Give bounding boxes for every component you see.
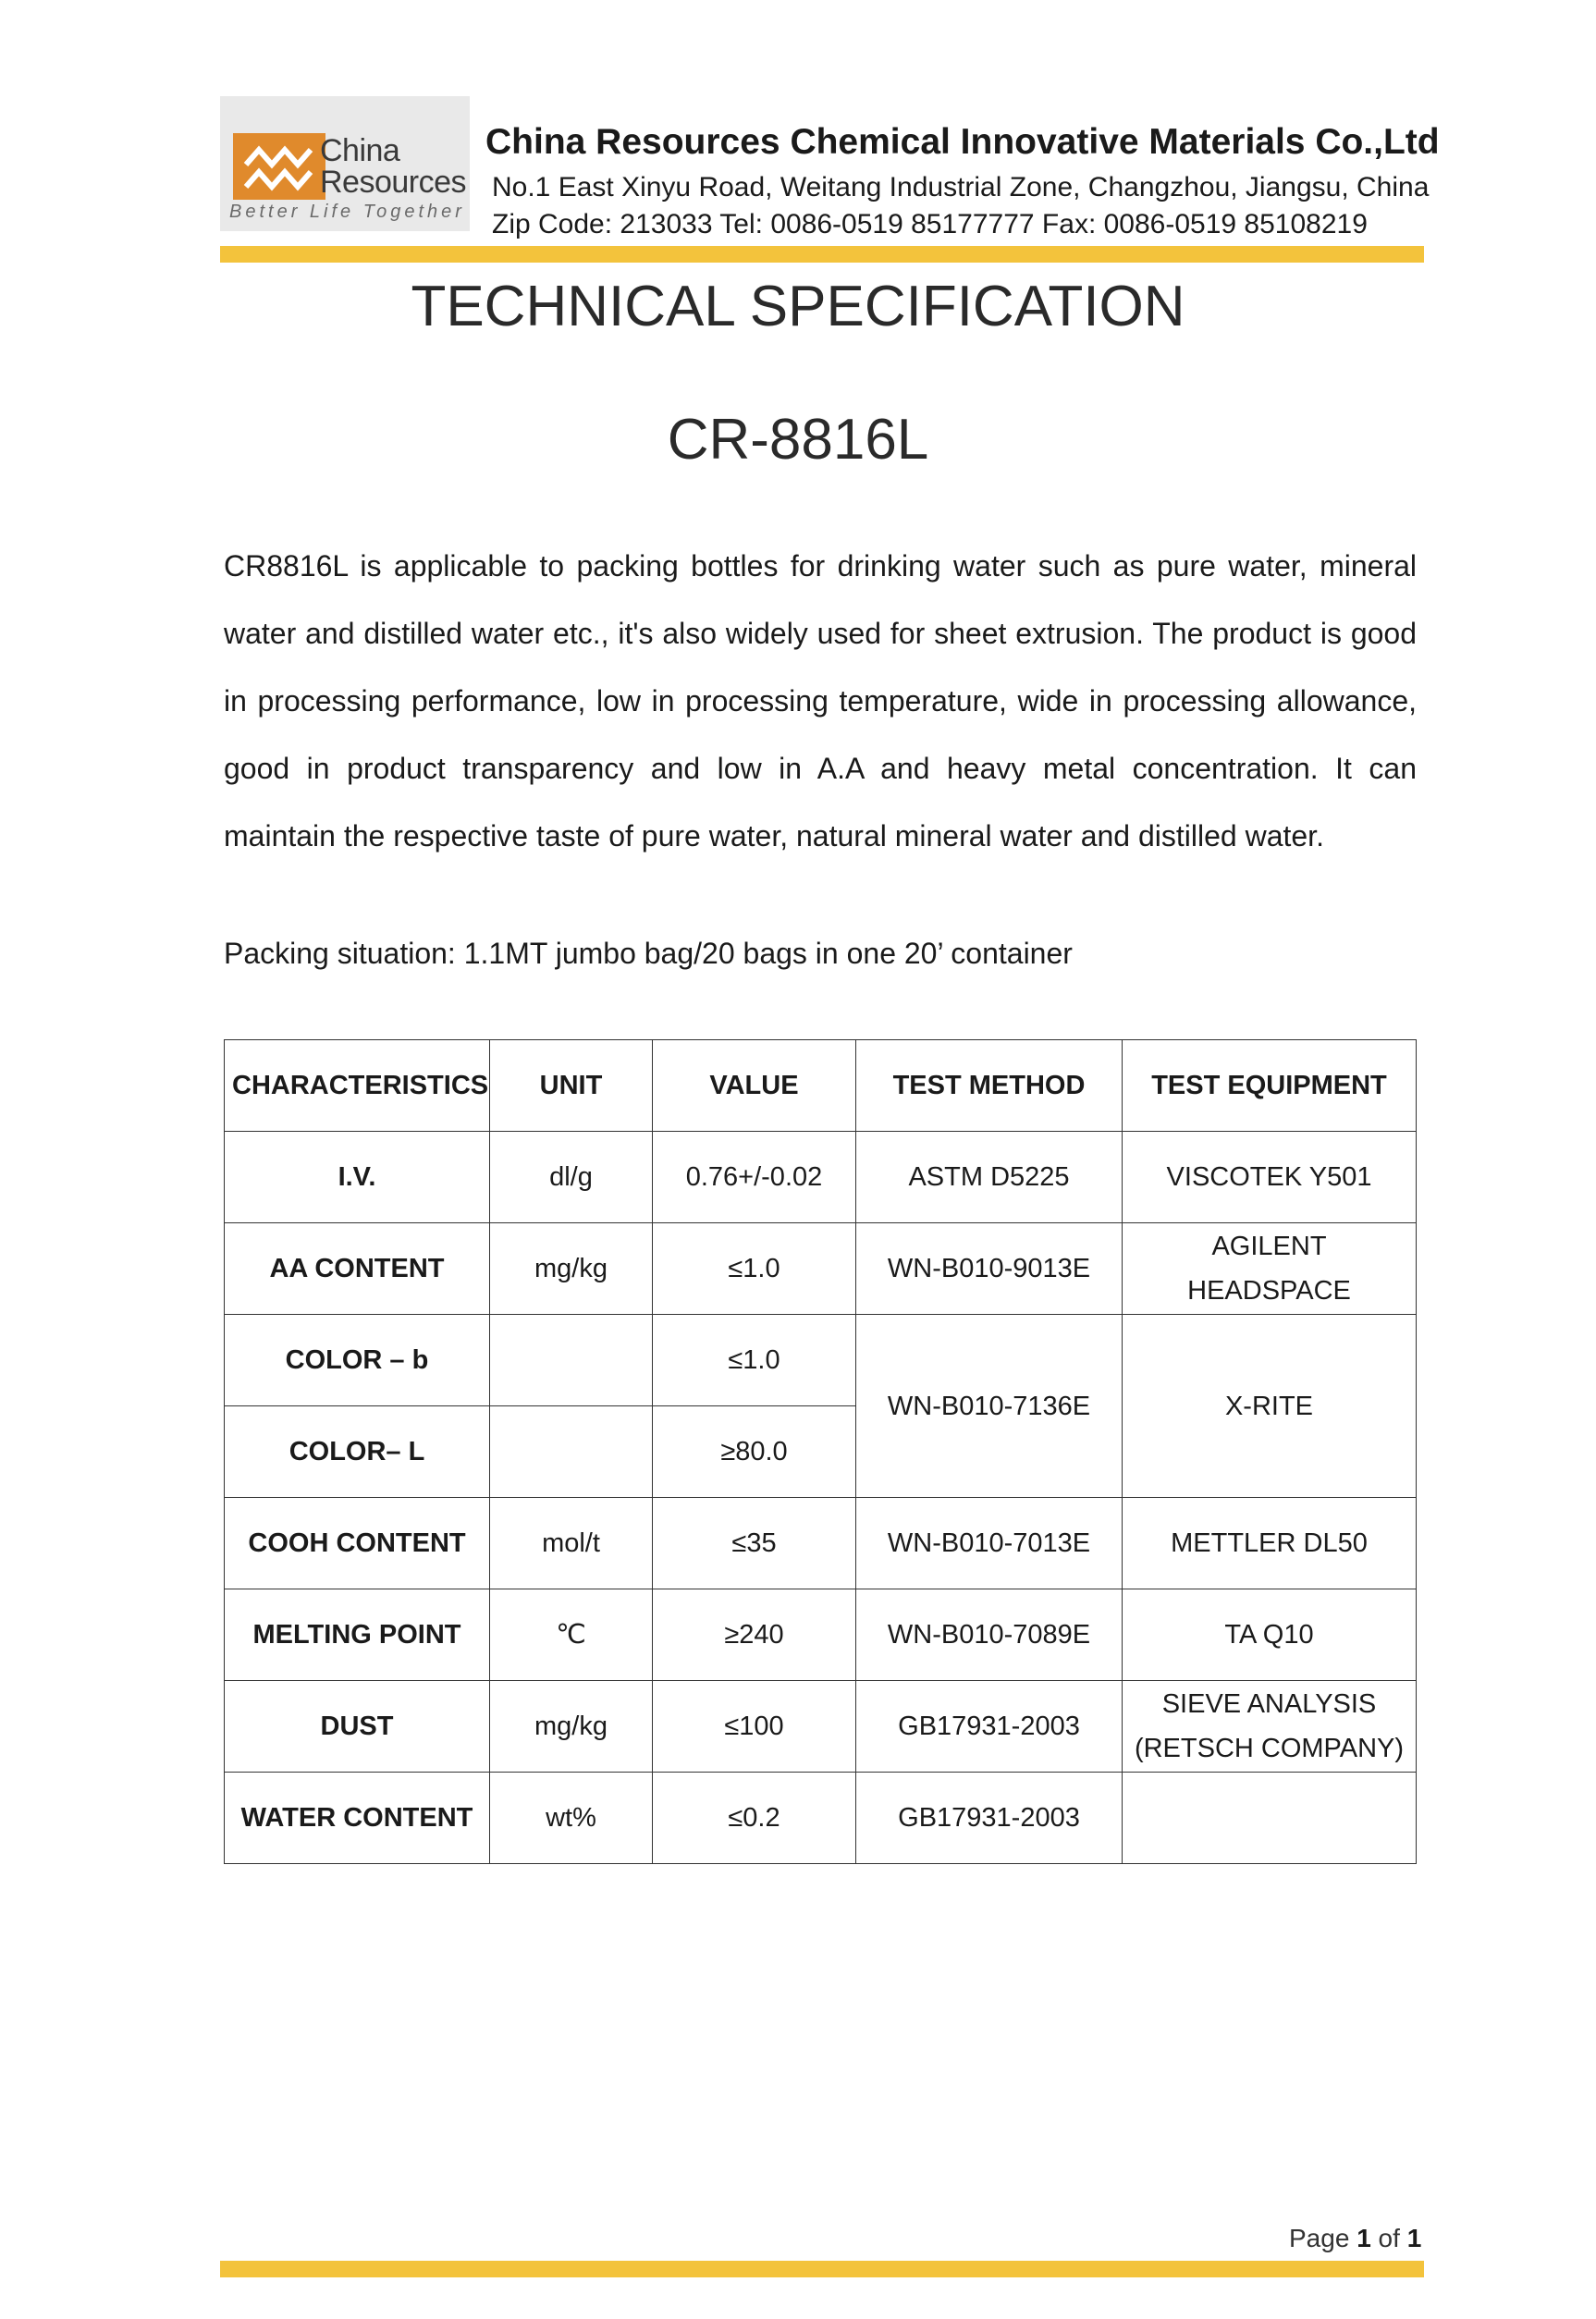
company-logo <box>220 96 470 231</box>
table-row <box>225 1498 1417 1589</box>
footer-divider <box>220 2261 1424 2277</box>
cell-method: WN-B010-7136E <box>856 1315 1123 1498</box>
cell-unit: wt% <box>490 1773 653 1864</box>
cell-method: ASTM D5225 <box>856 1132 1123 1223</box>
cell-equipment <box>1123 1773 1417 1864</box>
cell-value: ≤35 <box>653 1498 856 1589</box>
table-row <box>225 1773 1417 1864</box>
table-row <box>225 1589 1417 1681</box>
table-row <box>225 1315 1417 1406</box>
cell-unit: ℃ <box>490 1589 653 1681</box>
cell-equipment <box>1123 1681 1417 1773</box>
spec-table <box>224 1039 1417 1864</box>
product-code: CR-8816L <box>667 408 929 472</box>
cell-equipment: X-RITE <box>1123 1315 1417 1498</box>
header-test-method: TEST METHOD <box>856 1040 1123 1132</box>
page-current: 1 <box>1357 2224 1371 2252</box>
cell-value: ≤0.2 <box>653 1773 856 1864</box>
cell-characteristic: COOH CONTENT <box>225 1498 490 1589</box>
page-label: Page <box>1289 2224 1350 2252</box>
logo-name-line2: Resources <box>320 165 467 200</box>
company-name: China Resources Chemical Innovative Materials Co.,Ltd <box>485 122 1440 162</box>
page-total: 1 <box>1406 2224 1422 2252</box>
cell-characteristic: DUST <box>225 1681 490 1773</box>
company-contact: Zip Code: 213033 Tel: 0086-0519 85177777 Fax: 0086-0519 85108219 <box>492 209 1368 239</box>
cell-characteristic: COLOR– L <box>225 1406 490 1498</box>
equipment-line: AGILENT <box>1211 1232 1327 1261</box>
equipment-line: SIEVE ANALYSIS <box>1161 1689 1377 1719</box>
table-row <box>225 1132 1417 1223</box>
cell-method: GB17931-2003 <box>856 1681 1123 1773</box>
cell-method: WN-B010-7089E <box>856 1589 1123 1681</box>
cell-unit: mg/kg <box>490 1223 653 1315</box>
cell-value: ≥80.0 <box>653 1406 856 1498</box>
cell-method: WN-B010-7013E <box>856 1498 1123 1589</box>
cell-unit: mol/t <box>490 1498 653 1589</box>
company-address: No.1 East Xinyu Road, Weitang Industrial Zone, Changzhou, Jiangsu, China <box>492 172 1430 202</box>
cell-unit: dl/g <box>490 1132 653 1223</box>
cell-characteristic: AA CONTENT <box>225 1223 490 1315</box>
cell-characteristic: WATER CONTENT <box>225 1773 490 1864</box>
page-of: of <box>1378 2224 1400 2252</box>
equipment-line: HEADSPACE <box>1187 1276 1351 1306</box>
cell-unit <box>490 1315 653 1406</box>
document-title: TECHNICAL SPECIFICATION <box>411 275 1185 338</box>
cell-value: ≤100 <box>653 1681 856 1773</box>
cell-unit <box>490 1406 653 1498</box>
cell-unit: mg/kg <box>490 1681 653 1773</box>
equipment-line: (RETSCH COMPANY) <box>1134 1734 1405 1763</box>
table-row <box>225 1681 1417 1773</box>
cell-method: GB17931-2003 <box>856 1773 1123 1864</box>
cell-value: ≤1.0 <box>653 1223 856 1315</box>
header-divider <box>220 246 1424 263</box>
header-characteristics: CHARACTERISTICS <box>225 1040 490 1132</box>
logo-wordmark <box>320 135 466 198</box>
cell-value: ≥240 <box>653 1589 856 1681</box>
header-test-equipment: TEST EQUIPMENT <box>1123 1040 1417 1132</box>
logo-tagline: Better Life Together <box>229 202 465 222</box>
cell-equipment: METTLER DL50 <box>1123 1498 1417 1589</box>
cell-equipment: VISCOTEK Y501 <box>1123 1132 1417 1223</box>
packing-info: Packing situation: 1.1MT jumbo bag/20 bags in one 20’ container <box>224 937 1073 970</box>
cell-equipment <box>1123 1223 1417 1315</box>
header-unit: UNIT <box>490 1040 653 1132</box>
cell-equipment: TA Q10 <box>1123 1589 1417 1681</box>
logo-mountain-icon <box>233 133 325 200</box>
header-value: VALUE <box>653 1040 856 1132</box>
cell-value: ≤1.0 <box>653 1315 856 1406</box>
cell-value: 0.76+/-0.02 <box>653 1132 856 1223</box>
cell-characteristic: I.V. <box>225 1132 490 1223</box>
cell-method: WN-B010-9013E <box>856 1223 1123 1315</box>
page-number <box>1289 2224 1421 2253</box>
table-header-row <box>225 1040 1417 1132</box>
logo-name-line1: China <box>320 133 400 168</box>
product-description: CR8816L is applicable to packing bottles for drinking water such as pure water, mineral water and distilled water etc., it's also widely used for sheet extrusion. The product is good in processing performance, low in processing temperature, wide in processing allowance, good in product transparency and low in A.A and heavy metal concentration. It can maintain the respective taste of pure water, natural mineral water and distilled water. <box>224 549 1417 853</box>
table-row <box>225 1223 1417 1315</box>
cell-characteristic: MELTING POINT <box>225 1589 490 1681</box>
cell-characteristic: COLOR – b <box>225 1315 490 1406</box>
